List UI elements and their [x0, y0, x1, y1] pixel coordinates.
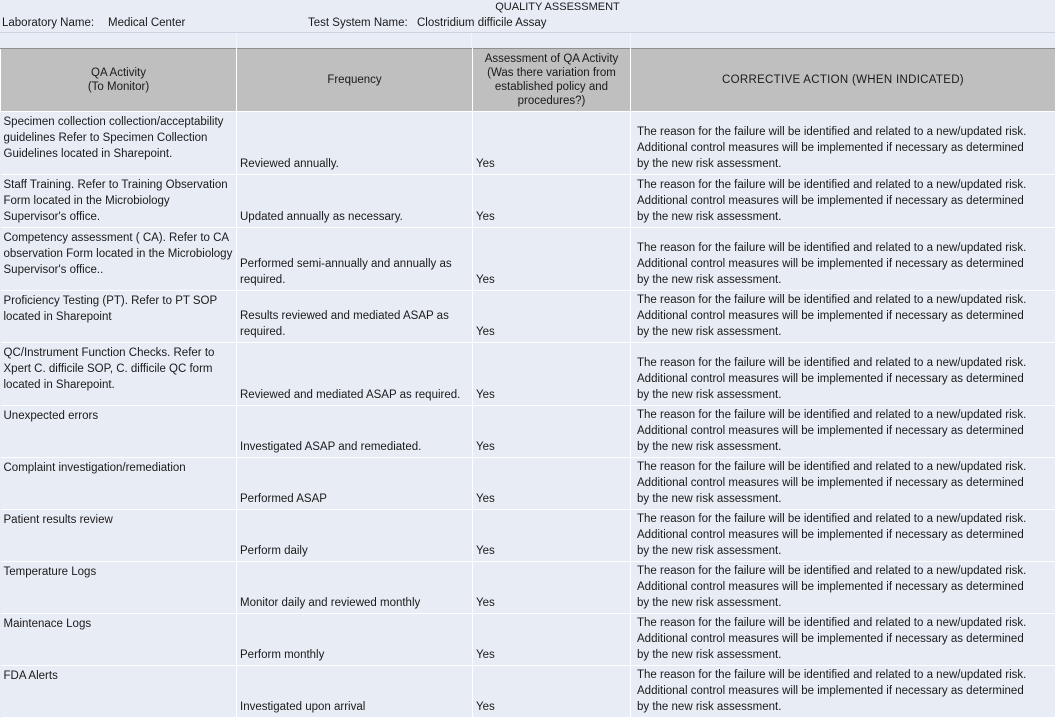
column-header-qa-activity-line-1: QA Activity: [5, 66, 232, 80]
spacer-cell-3: [472, 33, 631, 48]
column-header-qa-activity-line-2: (To Monitor): [5, 80, 232, 94]
cell-qa-activity[interactable]: Specimen collection collection/acceptability guidelines Refer to Specimen Collection Guidelines located in Sharepoint.: [1, 112, 237, 175]
corrective-action-line: The reason for the failure will be identified and related to a new/updated risk.: [637, 407, 1052, 423]
cell-qa-activity[interactable]: Unexpected errors: [1, 406, 237, 458]
cell-qa-activity[interactable]: Competency assessment ( CA). Refer to CA observation Form located in the Microbiology Supervisor's office..: [1, 228, 237, 291]
cell-frequency[interactable]: Results reviewed and mediated ASAP as required.: [237, 291, 473, 343]
cell-frequency[interactable]: Perform daily: [237, 510, 473, 562]
cell-qa-activity[interactable]: Temperature Logs: [1, 562, 237, 614]
corrective-action-line: The reason for the failure will be identified and related to a new/updated risk.: [637, 511, 1052, 527]
cell-assessment[interactable]: Yes: [473, 175, 631, 228]
column-header-frequency-line-1: Frequency: [241, 73, 468, 87]
page-title: QUALITY ASSESSMENT: [0, 0, 1055, 14]
column-header-assessment-line-1: Assessment of QA Activity: [477, 52, 626, 66]
table-row: [1, 614, 1055, 666]
table-row: [1, 666, 1055, 718]
cell-assessment[interactable]: Yes: [473, 562, 631, 614]
corrective-action-line: Additional control measures will be implemented if necessary as determined: [637, 140, 1052, 156]
corrective-action-line: by the new risk assessment.: [637, 699, 1052, 715]
column-header-corrective-action-line-1: CORRECTIVE ACTION (WHEN INDICATED): [635, 73, 1051, 87]
corrective-action-line: The reason for the failure will be identified and related to a new/updated risk.: [637, 563, 1052, 579]
cell-assessment[interactable]: Yes: [473, 112, 631, 175]
corrective-action-line: by the new risk assessment.: [637, 595, 1052, 611]
spacer-cell-2: [237, 33, 472, 48]
table-body: [1, 112, 1055, 718]
test-system-name-value[interactable]: Clostridium difficile Assay: [417, 14, 547, 32]
table-row: [1, 228, 1055, 291]
laboratory-name-value[interactable]: Medical Center: [108, 14, 185, 32]
column-header-frequency[interactable]: [237, 49, 473, 112]
table-row: [1, 112, 1055, 175]
document-info-row: [0, 14, 1055, 32]
table-header: [1, 49, 1055, 112]
cell-corrective-action[interactable]: [631, 291, 1055, 343]
cell-frequency[interactable]: Reviewed and mediated ASAP as required.: [237, 343, 473, 406]
corrective-action-line: by the new risk assessment.: [637, 543, 1052, 559]
corrective-action-line: Additional control measures will be implemented if necessary as determined: [637, 423, 1052, 439]
cell-corrective-action[interactable]: [631, 112, 1055, 175]
cell-assessment[interactable]: Yes: [473, 291, 631, 343]
cell-qa-activity[interactable]: Complaint investigation/remediation: [1, 458, 237, 510]
corrective-action-line: by the new risk assessment.: [637, 272, 1052, 288]
cell-corrective-action[interactable]: [631, 406, 1055, 458]
corrective-action-line: by the new risk assessment.: [637, 491, 1052, 507]
corrective-action-line: Additional control measures will be implemented if necessary as determined: [637, 475, 1052, 491]
table-row: [1, 175, 1055, 228]
cell-frequency[interactable]: Perform monthly: [237, 614, 473, 666]
cell-frequency[interactable]: Investigated upon arrival: [237, 666, 473, 718]
cell-frequency[interactable]: Performed ASAP: [237, 458, 473, 510]
qa-activity-table: [0, 48, 1055, 718]
cell-frequency[interactable]: Reviewed annually.: [237, 112, 473, 175]
table-row: [1, 343, 1055, 406]
corrective-action-line: The reason for the failure will be identified and related to a new/updated risk.: [637, 355, 1052, 371]
corrective-action-line: Additional control measures will be implemented if necessary as determined: [637, 308, 1052, 324]
corrective-action-line: The reason for the failure will be identified and related to a new/updated risk.: [637, 292, 1052, 308]
cell-qa-activity[interactable]: Maintenace Logs: [1, 614, 237, 666]
table-row: [1, 510, 1055, 562]
column-header-qa-activity[interactable]: [1, 49, 237, 112]
cell-corrective-action[interactable]: [631, 458, 1055, 510]
cell-assessment[interactable]: Yes: [473, 406, 631, 458]
column-header-assessment[interactable]: [473, 49, 631, 112]
corrective-action-line: Additional control measures will be implemented if necessary as determined: [637, 371, 1052, 387]
corrective-action-line: The reason for the failure will be identified and related to a new/updated risk.: [637, 124, 1052, 140]
cell-frequency[interactable]: Investigated ASAP and remediated.: [237, 406, 473, 458]
cell-corrective-action[interactable]: [631, 228, 1055, 291]
corrective-action-line: by the new risk assessment.: [637, 209, 1052, 225]
table-row: [1, 406, 1055, 458]
cell-frequency[interactable]: Updated annually as necessary.: [237, 175, 473, 228]
cell-frequency[interactable]: Monitor daily and reviewed monthly: [237, 562, 473, 614]
corrective-action-line: by the new risk assessment.: [637, 439, 1052, 455]
cell-corrective-action[interactable]: [631, 562, 1055, 614]
corrective-action-line: The reason for the failure will be identified and related to a new/updated risk.: [637, 240, 1052, 256]
corrective-action-line: The reason for the failure will be identified and related to a new/updated risk.: [637, 667, 1052, 683]
cell-assessment[interactable]: Yes: [473, 228, 631, 291]
corrective-action-line: Additional control measures will be implemented if necessary as determined: [637, 193, 1052, 209]
cell-qa-activity[interactable]: QC/Instrument Function Checks. Refer to Xpert C. difficile SOP, C. difficile QC form located in Sharepoint.: [1, 343, 237, 406]
corrective-action-line: by the new risk assessment.: [637, 647, 1052, 663]
column-header-assessment-line-4: procedures?): [477, 94, 626, 108]
corrective-action-line: by the new risk assessment.: [637, 324, 1052, 340]
laboratory-name-label: Laboratory Name:: [2, 14, 94, 32]
table-row: [1, 291, 1055, 343]
cell-assessment[interactable]: Yes: [473, 458, 631, 510]
corrective-action-line: by the new risk assessment.: [637, 387, 1052, 403]
cell-qa-activity[interactable]: FDA Alerts: [1, 666, 237, 718]
cell-corrective-action[interactable]: [631, 343, 1055, 406]
cell-qa-activity[interactable]: Staff Training. Refer to Training Observation Form located in the Microbiology Supervisor's office.: [1, 175, 237, 228]
corrective-action-line: The reason for the failure will be identified and related to a new/updated risk.: [637, 615, 1052, 631]
corrective-action-line: Additional control measures will be implemented if necessary as determined: [637, 579, 1052, 595]
table-row: [1, 562, 1055, 614]
cell-frequency[interactable]: Performed semi-annually and annually as required.: [237, 228, 473, 291]
cell-assessment[interactable]: Yes: [473, 510, 631, 562]
cell-corrective-action[interactable]: [631, 510, 1055, 562]
cell-assessment[interactable]: Yes: [473, 343, 631, 406]
column-header-assessment-line-2: (Was there variation from: [477, 66, 626, 80]
column-header-assessment-line-3: established policy and: [477, 80, 626, 94]
corrective-action-line: Additional control measures will be implemented if necessary as determined: [637, 256, 1052, 272]
corrective-action-line: The reason for the failure will be identified and related to a new/updated risk.: [637, 177, 1052, 193]
cell-corrective-action[interactable]: [631, 614, 1055, 666]
cell-qa-activity[interactable]: Proficiency Testing (PT). Refer to PT SOP located in Sharepoint: [1, 291, 237, 343]
spacer-row: [0, 32, 1055, 48]
corrective-action-line: Additional control measures will be implemented if necessary as determined: [637, 527, 1052, 543]
spacer-cell-4: [631, 33, 1055, 48]
column-header-corrective-action[interactable]: [631, 49, 1055, 112]
corrective-action-line: by the new risk assessment.: [637, 156, 1052, 172]
corrective-action-line: The reason for the failure will be identified and related to a new/updated risk.: [637, 459, 1052, 475]
cell-assessment[interactable]: Yes: [473, 614, 631, 666]
table-header-row: [1, 49, 1055, 112]
cell-corrective-action[interactable]: [631, 666, 1055, 718]
corrective-action-line: Additional control measures will be implemented if necessary as determined: [637, 631, 1052, 647]
corrective-action-line: Additional control measures will be implemented if necessary as determined: [637, 683, 1052, 699]
spacer-cell-1: [0, 33, 237, 48]
cell-qa-activity[interactable]: Patient results review: [1, 510, 237, 562]
cell-assessment[interactable]: Yes: [473, 666, 631, 718]
test-system-name-label: Test System Name:: [308, 14, 408, 32]
table-row: [1, 458, 1055, 510]
cell-corrective-action[interactable]: [631, 175, 1055, 228]
